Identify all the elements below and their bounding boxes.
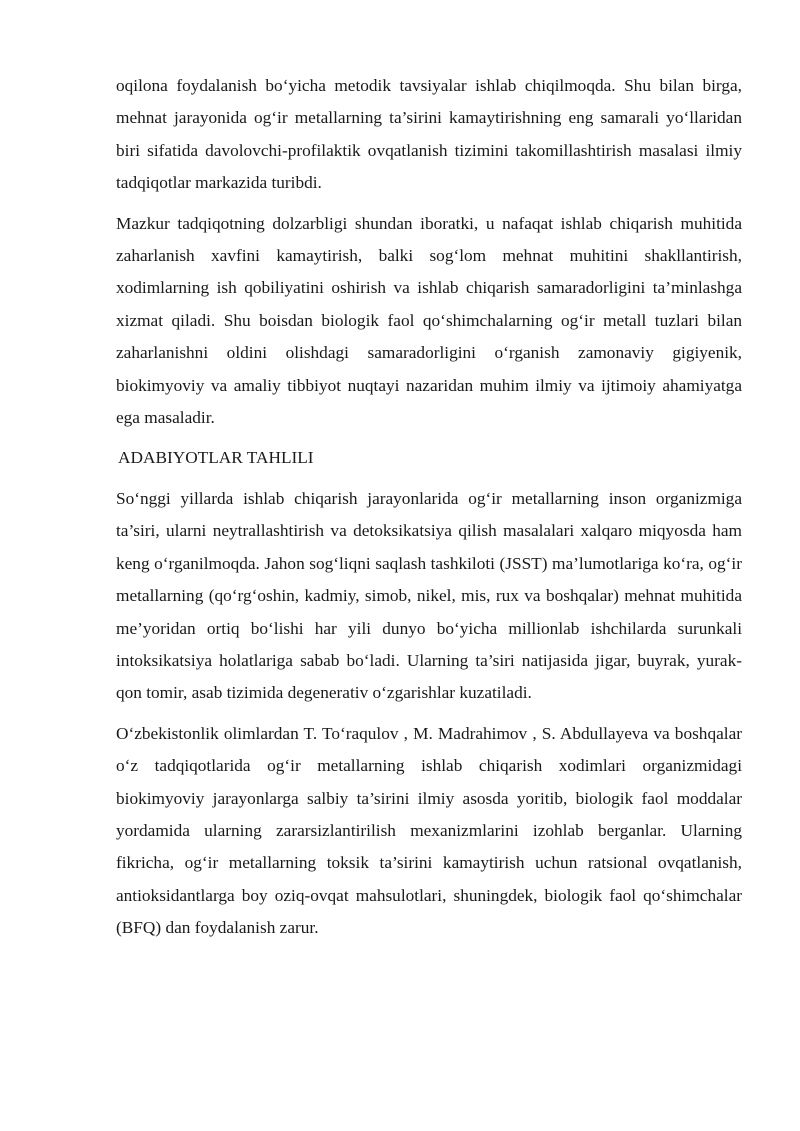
section-heading: ADABIYOTLAR TAHLILI bbox=[118, 448, 314, 468]
paragraph-literature-global: So‘nggi yillarda ishlab chiqarish jarayonlarida og‘ir metallarning inson organizmiga ta’siri, ularni neytrallashtirish va detoksikatsiya qilish masalalari xalqaro miqyosda ham keng o‘rganilmoqda. Jahon sog‘liqni saqlash tashkiloti (JSST) ma’lumotlariga ko‘ra, og‘ir metallarning (qo‘rg‘oshin, kadmiy, simob, nikel, mis, rux va boshqalar) mehnat muhitida me’yoridan ortiq bo‘lishi har yili dunyo bo‘yicha millionlab ishchilarda surunkali intoksikatsiya holatlariga sabab bo‘ladi. Ularning ta’siri natijasida jigar, buyrak, yurak-qon tomir, asab tizimida degenerativ o‘zgarishlar kuzatiladi. bbox=[116, 488, 742, 703]
paragraph-relevance: Mazkur tadqiqotning dolzarbligi shundan iboratki, u nafaqat ishlab chiqarish muhitida zaharlanish xavfini kamaytirish, balki sog‘lom mehnat muhitini shakllantirish, xodimlarning ish qobiliyatini oshirish va ishlab chiqarish samaradorligini ta’minlashga xizmat qiladi. Shu boisdan biologik faol qo‘shimchalarning og‘ir metall tuzlari bilan zaharlanishni oldini olishdagi samaradorligini o‘rganish zamonaviy gigiyenik, biokimyoviy va amaliy tibbiyot nuqtayi nazaridan muhim ilmiy va ijtimoiy ahamiyatga ega masaladir. bbox=[116, 213, 742, 428]
paragraph-intro-continuation: oqilona foydalanish bo‘yicha metodik tavsiyalar ishlab chiqilmoqda. Shu bilan birga, mehnat jarayonida og‘ir metallarning ta’sirini kamaytirishning eng samarali yo‘llaridan biri sifatida davolovchi-profilaktik ovqatlanish tizimini takomillashtirish masalasi ilmiy tadqiqotlar markazida turibdi. bbox=[116, 76, 742, 193]
paragraph-literature-uzbek: O‘zbekistonlik olimlardan T. To‘raqulov , M. Madrahimov , S. Abdullayeva va boshqalar o‘z tadqiqotlarida og‘ir metallarning ishlab chiqarish xodimlari organizmidagi biokimyoviy jarayonlarga salbiy ta’sirini ilmiy asosda yoritib, biologik faol moddalar yordamida ularning zararsizlantirilish mexanizmlarini izohlab berganlar. Ularning fikricha, og‘ir metallarning toksik ta’sirini kamaytirish uchun ratsional ovqatlanish, antioksidantlarga boy oziq-ovqat mahsulotlari, shuningdek, biologik faol qo‘shimchalar (BFQ) dan foydalanish zarur. bbox=[116, 723, 742, 938]
document-page bbox=[116, 70, 742, 953]
